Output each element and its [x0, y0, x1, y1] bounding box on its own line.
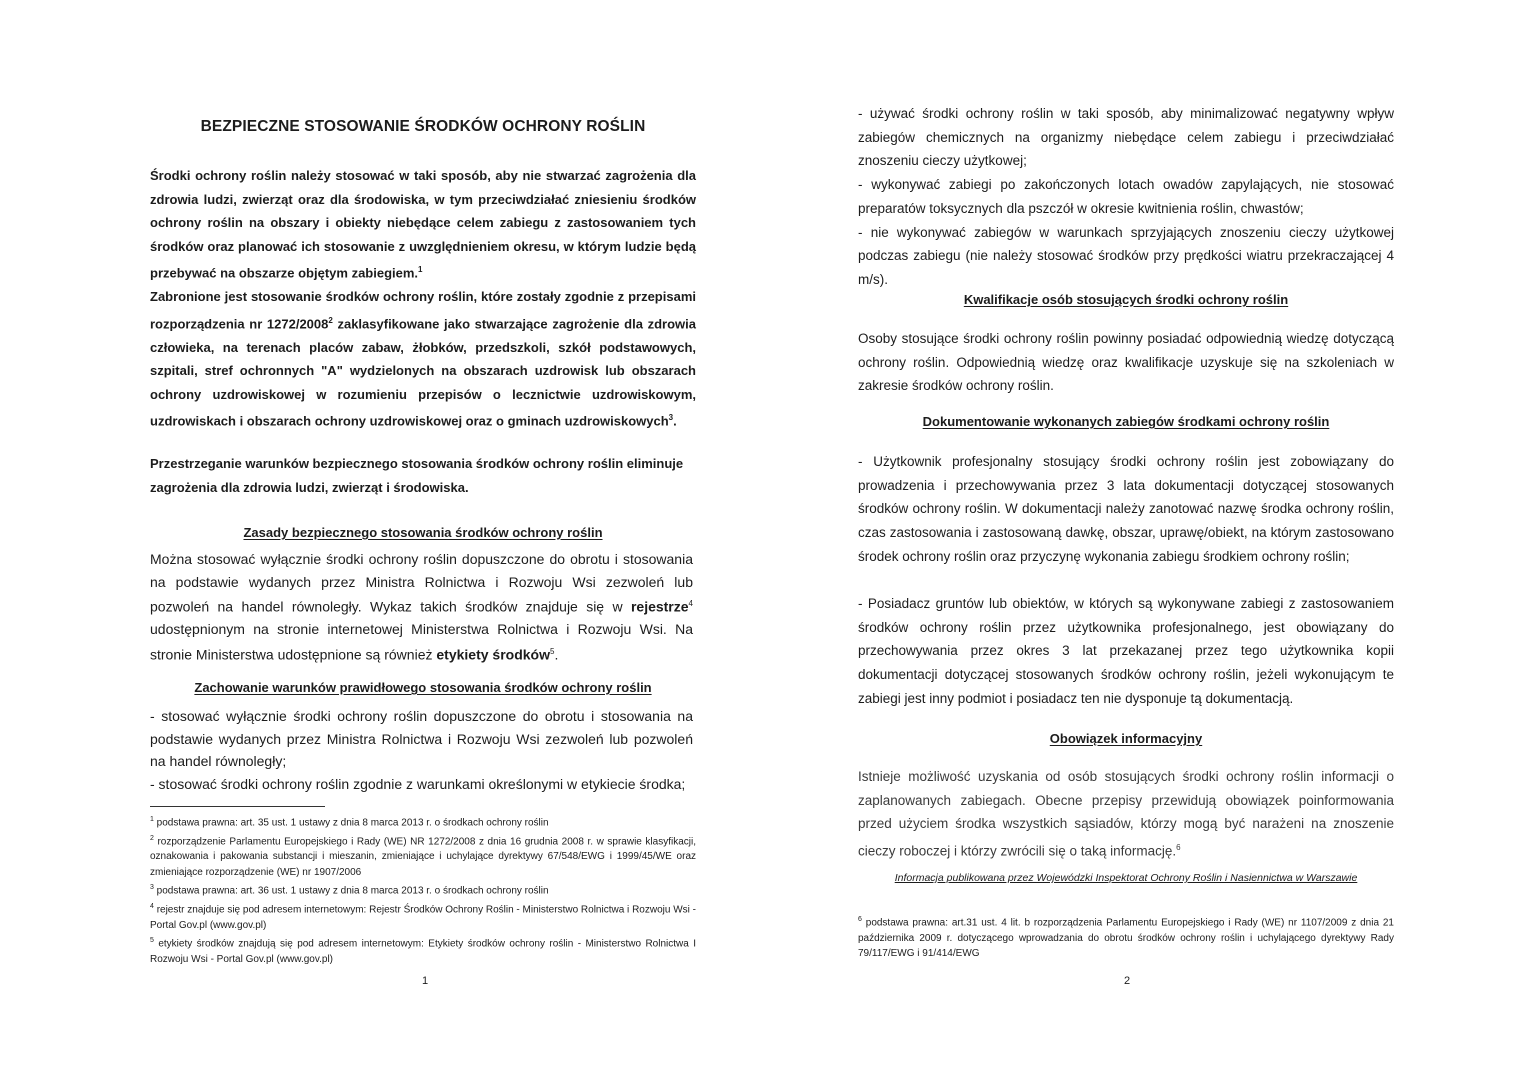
footnotes-right [858, 912, 1394, 962]
heading-qualifications: Kwalifikacje osób stosujących środki ochrony roślin [963, 292, 1289, 307]
conditions-list: - stosować wyłącznie środki ochrony roślin dopuszczone do obrotu i stosowania na podstawie wydanych przez Ministra Rolnictwa i Rozwoju Wsi zezwoleń lub pozwoleń na handel równoległy; - stosować środki ochrony roślin zgodnie z warunkami określonymi w etykiecie środka; [150, 708, 693, 792]
footnote-6: $^6$ podstawa prawna: art.31 ust. 4 lit. b rozporządzenia Parlamentu Europejskiego i Rady (WE) nr 1107/2009 z dnia 21 października 2009 r. dotyczącego wprowadzania do obrotu środków ochrony roślin i uchylającego dyrektywy Rady 79/117/EWG i 91/414/EWG [858, 916, 1394, 960]
document-title: BEZPIECZNE STOSOWANIE ŚRODKÓW OCHRONY ROŚLIN [200, 118, 646, 135]
labels-link[interactable]: etykiety środków [436, 646, 550, 663]
page-number-1: 1 [422, 975, 429, 987]
footnote-ref-1[interactable]: 1 [418, 265, 423, 275]
qualifications-paragraph: Osoby stosujące środki ochrony roślin powinny posiadać odpowiednią wiedzę dotyczącą ochrony roślin. Odpowiednią wiedzę oraz kwalifikacje uzyskuje się na szkoleniach w zakresie środków ochrony roślin. [858, 331, 1394, 394]
prohibition-text-end: . [673, 413, 677, 429]
intro-paragraph [150, 164, 696, 285]
rules-text-b: udostępnionym na stronie internetowej Ministerstwa Rolnictwa i Rozwoju Wsi. Na stronie Ministerstwa udostępnione są również [150, 621, 693, 663]
rules-text-end: . [554, 646, 559, 663]
heading-rules: Zasady bezpiecznego stosowania środków ochrony roślin [243, 525, 603, 540]
page-number-2: 2 [1124, 975, 1131, 987]
footnotes-left [150, 812, 696, 967]
heading-information: Obowiązek informacyjny [1049, 731, 1203, 746]
footnote-4: $^4$ rejestr znajduje się pod adresem internetowym: Rejestr Środków Ochrony Roślin - Ministerstwo Rolnictwa i Rozwoju Wsi - Portal Gov.pl (www.gov.pl) [150, 903, 696, 931]
footnote-ref-4[interactable]: 4 [688, 599, 693, 609]
rules-paragraph [150, 548, 693, 666]
information-paragraph [858, 765, 1394, 863]
footnote-3: $^3$ podstawa prawna: art. 36 ust. 1 ustawy z dnia 8 marca 2013 r. o środkach ochrony roślin [150, 884, 549, 897]
footnote-1: $^1$ podstawa prawna: art. 35 ust. 1 ustawy z dnia 8 marca 2013 r. o środkach ochrony roślin [150, 816, 549, 829]
intro-text: Środki ochrony roślin należy stosować w taki sposób, aby nie stwarzać zagrożenia dla zdrowia ludzi, zwierząt oraz dla środowiska, w tym przeciwdziałać zniesieniu środków ochrony roślin na obszary i obiekty niebędące celem zabiegu z zastosowaniem tych środków oraz planować ich stosowanie z uwzględnieniem okresu, w którym ludzie będą przebywać na obszarze objętym zabiegiem. [150, 168, 696, 281]
prohibition-paragraph [150, 285, 696, 433]
footnote-ref-2[interactable]: 2 [328, 315, 333, 325]
documentation-item-1: - Użytkownik profesjonalny stosujący środki ochrony roślin jest zobowiązany do prowadzenia i przechowywania przez 3 lata dokumentacji dotyczącej stosowanych środków ochrony roślin. W dokumentacji należy zanotować nazwę środka ochrony roślin, czas zastosowania i zastosowaną dawkę, obszar, uprawę/obiekt, na którym zastosowano środek ochrony roślin oraz przyczynę wykonania zabiegu środkiem ochrony roślin; [858, 454, 1394, 564]
footnote-ref-5[interactable]: 5 [549, 647, 555, 657]
footnote-ref-6[interactable]: 6 [1176, 843, 1181, 853]
continued-list: - używać środki ochrony roślin w taki sposób, aby minimalizować negatywny wpływ zabiegów chemicznych na organizmy niebędące celem zabiegu i przeciwdziałać znoszeniu cieczy użytkowej; - wykonywać zabiegi po zakończonych lotach owadów zapylających, nie stosować preparatów toksycznych dla pszczół w okresie kwitnienia roślin, chwastów; - nie wykonywać zabiegów w warunkach sprzyjających znoszeniu cieczy użytkowej podczas zabiegu (nie należy stosować środków przy prędkości wiatru przekraczającej 4 m/s). [858, 106, 1394, 287]
footnote-separator [150, 806, 325, 807]
source-credit: Informacja publikowana przez Wojewódzki Inspektorat Ochrony Roślin i Nasiennictwa w Warszawie [894, 872, 1358, 884]
compliance-paragraph: Przestrzeganie warunków bezpiecznego stosowania środków ochrony roślin eliminuje zagrożenia dla zdrowia ludzi, zwierząt i środowiska. [150, 456, 684, 495]
prohibition-text-b: zaklasyfikowane jako stwarzające zagrożenie dla zdrowia człowieka, na terenach placów zabaw, żłobków, przedszkoli, szkół podstawowych, szpitali, stref ochronnych "A" wydzielonych na obszarach uzdrowisk lub obszarach ochrony uzdrowiskowej w rozumieniu przepisów o lecznictwie uzdrowiskowym, uzdrowiskach i obszarach ochrony uzdrowiskowej oraz o gminach uzdrowiskowych [150, 315, 696, 429]
register-link[interactable]: rejestrze [630, 598, 689, 615]
rules-text-a: Można stosować wyłącznie środki ochrony roślin dopuszczone do obrotu i stosowania na podstawie wydanych przez Ministra Rolnictwa i Rozwoju Wsi zezwoleń lub pozwoleń na handel równoległy. Wykaz takich środków znajduje się w [150, 551, 693, 615]
prohibition-text-a: Zabronione jest stosowanie środków ochrony roślin, które zostały zgodnie z przepisami rozporządzenia nr 1272/2008 [150, 289, 696, 331]
footnote-5: $^5$ etykiety środków znajdują się pod adresem internetowym: Etykiety środków ochrony roślin - Ministerstwo Rolnictwa I Rozwoju Wsi - Portal Gov.pl (www.gov.pl) [150, 937, 696, 965]
documentation-item-2: - Posiadacz gruntów lub obiektów, w których są wykonywane zabiegi z zastosowaniem środków ochrony roślin przez użytkownika profesjonalnego, jest obowiązany do przechowywania przez okres 3 lat przekazanej przez tego użytkownika kopii dokumentacji dotyczącej stosowanych środków ochrony roślin, jeżeli wykonującym te zabiegi jest inny podmiot i posiadacz ten nie dysponuje tą dokumentacją. [858, 596, 1394, 706]
heading-conditions: Zachowanie warunków prawidłowego stosowania środków ochrony roślin [194, 680, 652, 695]
heading-documentation: Dokumentowanie wykonanych zabiegów środkami ochrony roślin [922, 414, 1330, 429]
footnote-2: $^2$ rozporządzenie Parlamentu Europejskiego i Rady (WE) NR 1272/2008 z dnia 16 grudnia 2008 r. w sprawie klasyfikacji, oznakowania i pakowania substancji i mieszanin, zmieniające i uchylające dyrektywy 67/548/EWG i 1999/45/WE oraz zmieniające rozporządzenie (WE) nr 1907/2006 [150, 834, 696, 878]
footnote-ref-3[interactable]: 3 [668, 413, 674, 423]
information-text: Istnieje możliwość uzyskania od osób stosujących środki ochrony roślin informacji o zaplanowanych zabiegach. Obecne przepisy przewidują obowiązek poinformowania przed użyciem środka wszystkich sąsiadów, którzy mogą być narażeni na znoszenie cieczy roboczej i którzy zwrócili się o taką informację. [858, 769, 1394, 859]
